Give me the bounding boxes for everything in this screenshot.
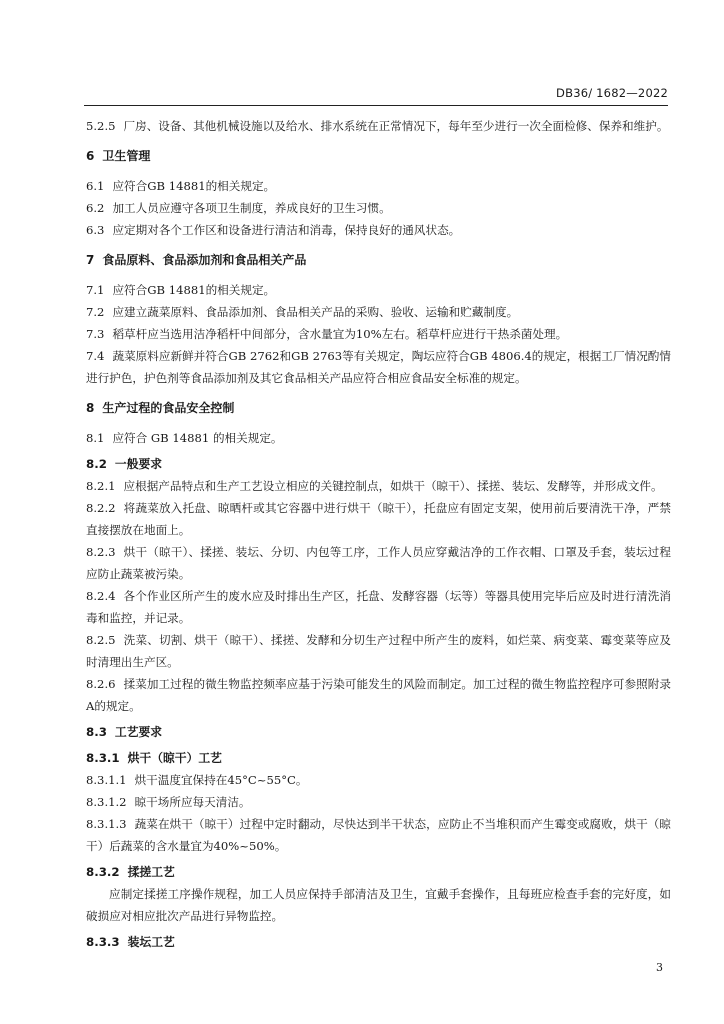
clause-number: 6	[86, 149, 95, 163]
clause-paragraph	[86, 345, 671, 389]
clause-number: 8.2.4	[86, 589, 116, 603]
clause-number: 8.3.1.1	[86, 773, 127, 787]
clause-text: 揉搓工艺	[127, 865, 175, 879]
clause-text: 应符合 GB 14881 的相关规定。	[112, 431, 283, 445]
clause-text: 一般要求	[114, 457, 163, 471]
clause-number: 8.3.3	[86, 935, 120, 949]
clause-text: 烘干（晾干）、揉搓、装坛、分切、内包等工序，工作人员应穿戴洁净的工作衣帽、口罩及手套，装坛过程应防止蔬菜被污染。	[86, 545, 671, 581]
clause-number: 7.2	[86, 305, 105, 319]
clause-text: 各个作业区所产生的废水应及时排出生产区，托盘、发酵容器（坛等）等器具使用完毕后应及时进行清洗消毒和监控，并记录。	[86, 589, 671, 625]
section-heading	[86, 249, 671, 271]
clause-paragraph	[86, 279, 671, 301]
clause-number: 8.2.1	[86, 479, 116, 493]
clause-number: 8.3.2	[86, 865, 120, 879]
clause-text: 稻草杆应当选用洁净稻杆中间部分，含水量宜为10%左右。稻草杆应进行干热杀菌处理。	[112, 327, 568, 341]
clause-paragraph	[86, 475, 671, 497]
clause-text: 应符合GB 14881的相关规定。	[112, 283, 276, 297]
clause-paragraph	[86, 769, 671, 791]
clause-text: 揉菜加工过程的微生物监控频率应基于污染可能发生的风险而制定。加工过程的微生物监控程序可参照附录A的规定。	[86, 677, 671, 713]
subsection-heading	[86, 721, 671, 743]
document-body	[86, 115, 671, 953]
clause-paragraph	[86, 301, 671, 323]
section-heading	[86, 145, 671, 167]
clause-number: 8.3.1	[86, 751, 120, 765]
clause-number: 8.1	[86, 431, 105, 445]
section-heading	[86, 397, 671, 419]
clause-text: 工艺要求	[114, 725, 163, 739]
clause-paragraph	[86, 497, 671, 541]
clause-number: 8.3.1.2	[86, 795, 127, 809]
subsection-heading	[86, 931, 671, 953]
clause-paragraph	[86, 175, 671, 197]
clause-text: 应制定揉搓工序操作规程，加工人员应保持手部清洁及卫生，宜戴手套操作，且每班应检查手套的完好度，如破损应对相应批次产品进行异物监控。	[86, 887, 671, 923]
clause-text: 加工人员应遵守各项卫生制度，养成良好的卫生习惯。	[112, 201, 391, 215]
clause-text: 晾干场所应每天清洁。	[134, 795, 251, 809]
subsection-heading	[86, 861, 671, 883]
clause-paragraph	[86, 585, 671, 629]
clause-text: 烘干（晾干）工艺	[127, 751, 222, 765]
clause-paragraph	[86, 673, 671, 717]
clause-text: 洗菜、切割、烘干（晾干）、揉搓、发酵和分切生产过程中所产生的废料，如烂菜、病变菜、霉变菜等应及时清理出生产区。	[86, 633, 671, 669]
clause-number: 6.3	[86, 223, 105, 237]
clause-number: 7	[86, 253, 95, 267]
clause-text: 烘干温度宜保持在45°C~55°C。	[134, 773, 308, 787]
clause-number: 8.2.2	[86, 501, 116, 515]
clause-text: 应建立蔬菜原料、食品添加剂、食品相关产品的采购、验收、运输和贮藏制度。	[112, 305, 519, 319]
clause-text: 装坛工艺	[127, 935, 175, 949]
clause-number: 7.1	[86, 283, 105, 297]
clause-paragraph	[86, 629, 671, 673]
subsection-heading	[86, 747, 671, 769]
subsection-heading	[86, 453, 671, 475]
clause-text: 食品原料、食品添加剂和食品相关产品	[102, 253, 307, 267]
clause-number: 6.2	[86, 201, 105, 215]
clause-number: 8.2.6	[86, 677, 116, 691]
clause-number: 7.3	[86, 327, 105, 341]
paragraph	[86, 883, 671, 927]
clause-text: 将蔬菜放入托盘、晾晒杆或其它容器中进行烘干（晾干），托盘应有固定支架，使用前后要清洗干净，严禁直接摆放在地面上。	[86, 501, 671, 537]
clause-number: 8	[86, 401, 95, 415]
clause-paragraph	[86, 323, 671, 345]
clause-paragraph	[86, 115, 671, 137]
doc-code-header: DB36/ 1682—2022	[556, 86, 668, 100]
clause-text: 应符合GB 14881的相关规定。	[112, 179, 276, 193]
clause-number: 6.1	[86, 179, 105, 193]
clause-number: 8.2.3	[86, 545, 116, 559]
clause-text: 应定期对各个工作区和设备进行清洁和消毒，保持良好的通风状态。	[112, 223, 461, 237]
clause-paragraph	[86, 541, 671, 585]
clause-text: 生产过程的食品安全控制	[102, 401, 235, 415]
clause-number: 5.2.5	[86, 119, 116, 133]
page-number: 3	[656, 961, 663, 974]
clause-number: 7.4	[86, 349, 105, 363]
clause-number: 8.2	[86, 457, 107, 471]
clause-text: 蔬菜在烘干（晾干）过程中定时翻动，尽快达到半干状态，应防止不当堆积而产生霉变或腐败，烘干（晾干）后蔬菜的含水量宜为40%~50%。	[86, 817, 671, 853]
clause-text: 蔬菜原料应新鲜并符合GB 2762和GB 2763等有关规定，陶坛应符合GB 4806.4的规定，根据工厂情况酌情进行护色，护色剂等食品添加剂及其它食品相关产品应符合相应食品安全标准的规定。	[86, 349, 671, 385]
clause-paragraph	[86, 197, 671, 219]
clause-number: 8.3.1.3	[86, 817, 127, 831]
clause-text: 应根据产品特点和生产工艺设立相应的关键控制点，如烘干（晾干）、揉搓、装坛、发酵等，并形成文件。	[123, 479, 663, 493]
header-rule	[84, 105, 668, 106]
clause-text: 厂房、设备、其他机械设施以及给水、排水系统在正常情况下，每年至少进行一次全面检修、保养和维护。	[123, 119, 669, 133]
clause-text: 卫生管理	[102, 149, 151, 163]
clause-paragraph	[86, 791, 671, 813]
clause-paragraph	[86, 219, 671, 241]
clause-paragraph	[86, 813, 671, 857]
clause-paragraph	[86, 427, 671, 449]
clause-number: 8.3	[86, 725, 107, 739]
clause-number: 8.2.5	[86, 633, 116, 647]
